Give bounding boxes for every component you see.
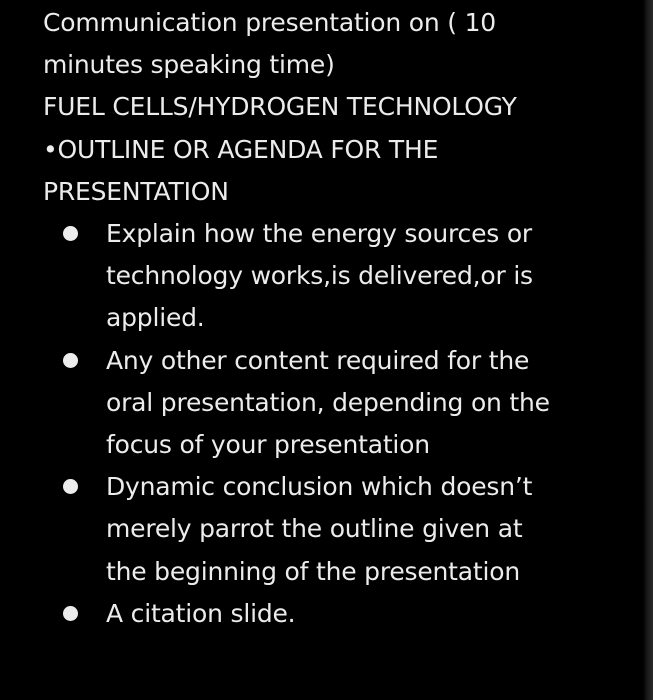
outline-heading-line-1: •OUTLINE OR AGENDA FOR THE bbox=[43, 134, 439, 164]
bullet-text-line: merely parrot the outline given at bbox=[106, 514, 523, 544]
agenda-bullet-list bbox=[43, 213, 633, 635]
bullet-text-line: Explain how the energy sources or bbox=[106, 219, 532, 249]
screen-edge-divider bbox=[643, 0, 653, 700]
outline-heading-line-2: PRESENTATION bbox=[43, 176, 229, 206]
bullet-text-line: applied. bbox=[106, 303, 205, 333]
topic-heading: FUEL CELLS/HYDROGEN TECHNOLOGY bbox=[43, 92, 517, 122]
bullet-text-line: oral presentation, depending on the bbox=[106, 387, 550, 417]
header-line-1: Communication presentation on ( 10 bbox=[43, 8, 496, 37]
bullet-item-3 bbox=[43, 466, 633, 593]
bullet-text-line: focus of your presentation bbox=[106, 430, 430, 460]
bullet-item-1 bbox=[43, 213, 633, 340]
bullet-icon bbox=[63, 353, 78, 368]
bullet-item-4 bbox=[43, 593, 633, 635]
bullet-icon bbox=[63, 479, 78, 494]
bullet-icon bbox=[63, 606, 78, 621]
bullet-text-line: Dynamic conclusion which doesn’t bbox=[106, 472, 533, 502]
header-line-2: minutes speaking time) bbox=[43, 50, 335, 80]
bullet-text-line: the beginning of the presentation bbox=[106, 556, 520, 586]
bullet-text-line: technology works,is delivered,or is bbox=[106, 261, 533, 291]
bullet-text-line: Any other content required for the bbox=[106, 345, 530, 375]
document-content bbox=[43, 2, 633, 635]
bullet-text-line: A citation slide. bbox=[106, 598, 296, 628]
bullet-icon bbox=[63, 226, 78, 241]
bullet-item-2 bbox=[43, 340, 633, 467]
